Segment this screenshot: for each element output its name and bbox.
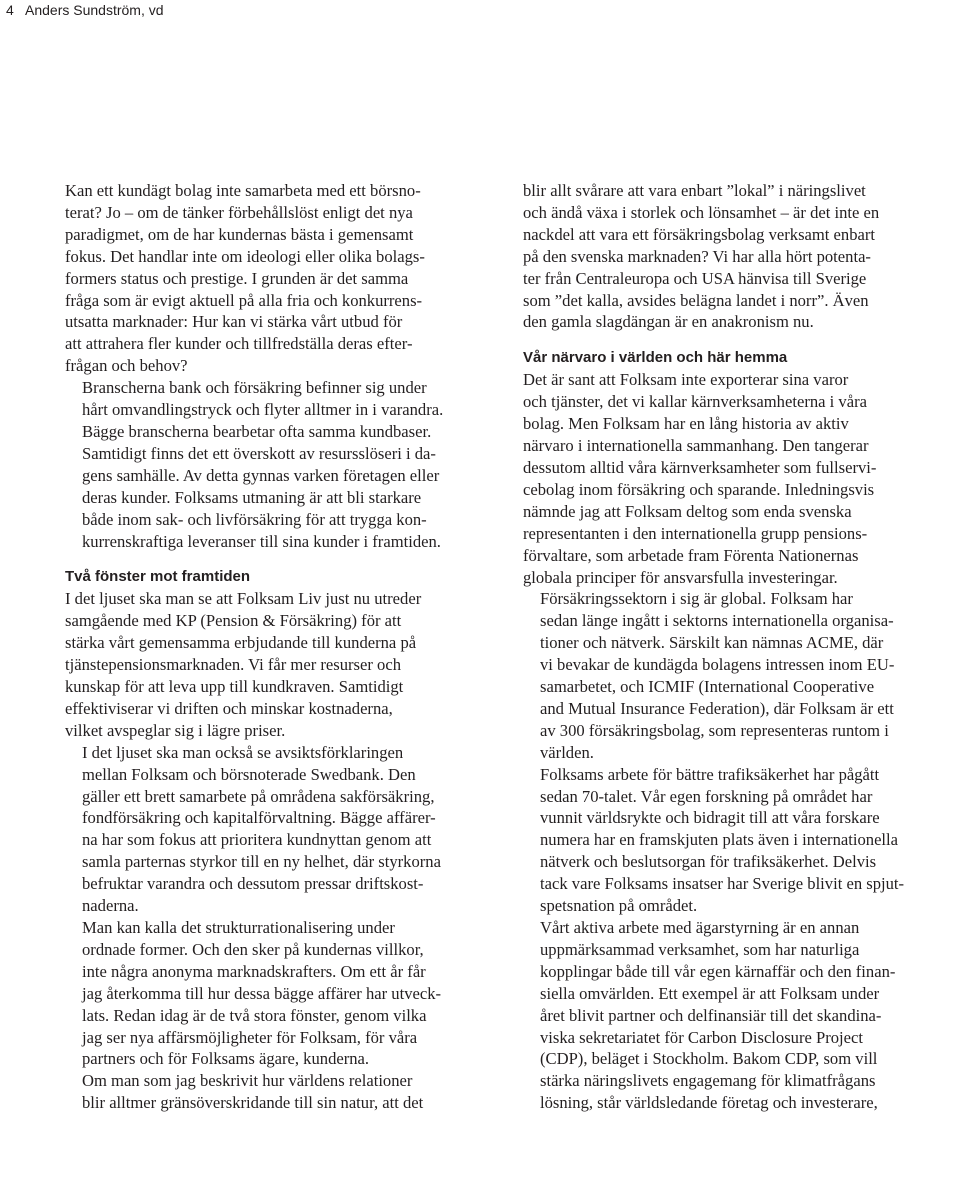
- section-heading: Två fönster mot framtiden: [65, 568, 251, 586]
- text-line: året blivit partner och delfinansiär till det skandina-: [540, 1005, 882, 1025]
- text-line: (CDP), beläget i Stockholm. Bakom CDP, som vill: [540, 1049, 878, 1069]
- text-line: den gamla slagdängan är en anakronism nu.: [523, 312, 814, 332]
- text-line: ordnade former. Och den sker på kundernas villkor,: [82, 939, 424, 959]
- author-line: Anders Sundström, vd: [25, 2, 164, 18]
- text-line: gäller ett brett samarbete på områdena sakförsäkring,: [82, 786, 435, 806]
- paragraph: [65, 588, 489, 741]
- text-line: tioner och nätverk. Särskilt kan nämnas ACME, där: [540, 633, 884, 653]
- paragraph: [65, 180, 489, 377]
- text-line: nätverk och beslutsorgan för trafiksäkerhet. Delvis: [540, 852, 877, 872]
- text-line: blir alltmer gränsöverskridande till sin natur, att det: [82, 1093, 424, 1113]
- text-line: vilket avspeglar sig i lägre priser.: [65, 720, 286, 740]
- text-line: and Mutual Insurance Federation), där Folksam är ett: [540, 698, 894, 718]
- text-line: I det ljuset ska man också se avsiktsförklaringen: [82, 742, 404, 762]
- text-line: Försäkringssektorn i sig är global. Folksam har: [540, 589, 853, 609]
- text-line: både inom sak- och livförsäkring för att trygga kon-: [82, 509, 427, 529]
- text-line: närvaro i internationella sammanhang. Den tangerar: [523, 436, 869, 456]
- text-line: lats. Redan idag är de två stora fönster, genom vilka: [82, 1005, 427, 1025]
- text-line: Om man som jag beskrivit hur världens relationer: [82, 1071, 413, 1091]
- text-line: att attrahera fler kunder och tillfredställa deras efter-: [65, 334, 413, 354]
- paragraph: [65, 377, 489, 552]
- text-line: paradigmet, om de har kundernas bästa i gemensamt: [65, 224, 414, 244]
- text-line: förvaltare, som arbetade fram Förenta Nationernas: [523, 545, 859, 565]
- paragraph: [523, 764, 947, 917]
- text-line: viska sekretariatet för Carbon Disclosure Project: [540, 1027, 864, 1047]
- paragraph: [523, 180, 947, 333]
- text-line: sedan länge ingått i sektorns internationella organisa-: [540, 611, 894, 631]
- text-line: Kan ett kundägt bolag inte samarbeta med ett börsno-: [65, 181, 421, 200]
- text-line: spetsnation på området.: [540, 896, 698, 916]
- text-line: befruktar varandra och dessutom pressar driftskost-: [82, 874, 424, 894]
- text-line: bolag. Men Folksam har en lång historia av aktiv: [523, 414, 849, 434]
- text-line: Det är sant att Folksam inte exporterar sina varor: [523, 370, 849, 390]
- text-line: numera har en framskjuten plats även i internationella: [540, 830, 899, 850]
- text-line: på den svenska marknaden? Vi har alla hört potenta-: [523, 246, 871, 266]
- text-line: stärka näringslivets engagemang för klimatfrågans: [540, 1071, 876, 1091]
- text-line: inte några anonyma marknadskrafters. Om ett år får: [82, 961, 426, 981]
- text-line: stärka vårt gemensamma erbjudande till kunderna på: [65, 633, 417, 653]
- text-line: kunskap för att leva upp till kundkraven. Samtidigt: [65, 677, 404, 697]
- text-line: frågan och behov?: [65, 356, 188, 376]
- text-line: kurrenskraftiga leveranser till sina kunder i framtiden.: [82, 531, 441, 551]
- text-line: jag återkomma till hur dessa bägge affärer har utveck-: [82, 983, 442, 1003]
- text-line: Folksams arbete för bättre trafiksäkerhet har pågått: [540, 764, 880, 784]
- text-line: nämnde jag att Folksam deltog som enda svenska: [523, 501, 852, 521]
- paragraph: [523, 588, 947, 763]
- text-line: samla parternas styrkor till en ny helhet, där styrkorna: [82, 852, 441, 872]
- text-line: partners och för Folksams ägare, kunderna.: [82, 1049, 370, 1069]
- text-line: uppmärksammad verksamhet, som har naturliga: [540, 939, 860, 959]
- text-line: gens samhälle. Av detta gynnas varken företagen eller: [82, 465, 440, 485]
- text-line: jag ser nya affärsmöjligheter för Folksam, för våra: [82, 1027, 418, 1047]
- text-line: och ändå växa i storlek och lönsamhet – är det inte en: [523, 202, 880, 222]
- text-line: blir allt svårare att vara enbart ”lokal” i näringslivet: [523, 181, 866, 200]
- text-line: samgående med KP (Pension & Försäkring) för att: [65, 611, 402, 631]
- paragraph: [65, 1070, 489, 1114]
- text-line: utsatta marknader: Hur kan vi stärka vårt utbud för: [65, 312, 403, 332]
- text-line: kopplingar både till vår egen kärnaffär och den finan-: [540, 961, 896, 981]
- text-line: och tjänster, det vi kallar kärnverksamheterna i våra: [523, 392, 867, 412]
- right-column: [523, 180, 947, 1114]
- text-line: Bägge branscherna bearbetar ofta samma kundbaser.: [82, 421, 432, 441]
- text-line: formers status och prestige. I grunden är det samma: [65, 268, 409, 288]
- paragraph: [65, 742, 489, 917]
- text-line: Vårt aktiva arbete med ägarstyrning är en annan: [540, 918, 860, 937]
- text-line: mellan Folksam och börsnoterade Swedbank. Den: [82, 764, 416, 784]
- section-gap: [523, 333, 947, 347]
- text-line: siella omvärlden. Ett exempel är att Folksam under: [540, 983, 880, 1003]
- text-line: terat? Jo – om de tänker förbehållslöst enligt det nya: [65, 202, 413, 222]
- text-line: som ”det kalla, avsides belägna landet i norr”. Även: [523, 290, 869, 310]
- text-line: ter från Centraleuropa och USA hänvisa till Sverige: [523, 268, 867, 288]
- text-line: Man kan kalla det strukturrationalisering under: [82, 918, 395, 937]
- text-line: deras kunder. Folksams utmaning är att bli starkare: [82, 487, 422, 507]
- section-heading: Vår närvaro i världen och här hemma: [523, 349, 788, 367]
- text-line: vunnit världsrykte och bidragit till att våra forskare: [540, 808, 880, 828]
- text-line: nackdel att vara ett försäkringsbolag verksamt enbart: [523, 224, 876, 244]
- text-line: tjänstepensionsmarknaden. Vi får mer resurser och: [65, 655, 401, 675]
- page-number: 4: [6, 2, 14, 18]
- text-line: världen.: [540, 742, 594, 762]
- text-line: I det ljuset ska man se att Folksam Liv just nu utreder: [65, 589, 422, 609]
- text-line: hårt omvandlingstryck och flyter alltmer in i varandra.: [82, 400, 444, 420]
- paragraph: [65, 917, 489, 1070]
- paragraph: [523, 369, 947, 588]
- text-line: vi bevakar de kundägda bolagens intressen inom EU-: [540, 655, 895, 675]
- text-line: na har som fokus att prioritera kundnyttan genom att: [82, 830, 432, 850]
- left-column: [65, 180, 489, 1114]
- section-gap: [65, 552, 489, 566]
- text-line: tack vare Folksams insatser har Sverige blivit en spjut-: [540, 874, 905, 894]
- text-line: fokus. Det handlar inte om ideologi eller olika bolags-: [65, 246, 425, 266]
- text-line: effektiviserar vi driften och minskar kostnaderna,: [65, 698, 393, 718]
- running-header: [6, 2, 164, 18]
- text-line: Samtidigt finns det ett överskott av resursslöseri i da-: [82, 443, 436, 463]
- text-line: fondförsäkring och kapitalförvaltning. Bägge affärer-: [82, 808, 436, 828]
- text-line: fråga som är evigt aktuell på alla fria och konkurrens-: [65, 290, 423, 310]
- text-line: naderna.: [82, 896, 139, 916]
- text-line: dessutom alltid våra kärnverksamheter som fullservi-: [523, 457, 877, 477]
- paragraph: [523, 917, 947, 1114]
- text-line: cebolag inom försäkring och sparande. Inledningsvis: [523, 479, 875, 499]
- text-line: av 300 försäkringsbolag, som representeras runtom i: [540, 720, 889, 740]
- text-line: globala principer för ansvarsfulla investeringar.: [523, 567, 838, 587]
- text-line: sedan 70-talet. Vår egen forskning på området har: [540, 786, 873, 806]
- text-line: representanten i den internationella grupp pensions-: [523, 523, 868, 543]
- text-line: samarbetet, och ICMIF (International Cooperative: [540, 677, 875, 697]
- text-line: lösning, står världsledande företag och investerare,: [540, 1093, 878, 1113]
- text-line: Branscherna bank och försäkring befinner sig under: [82, 378, 427, 398]
